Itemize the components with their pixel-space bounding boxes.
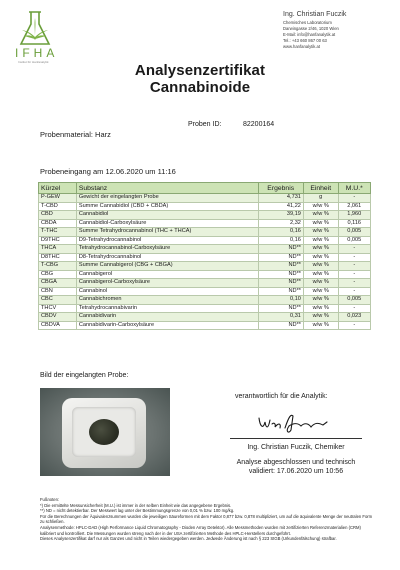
cell-mu: - — [338, 270, 370, 279]
col-header-substanz: Substanz — [76, 183, 258, 194]
cell-ergebnis: ND** — [258, 245, 303, 254]
title-line-1: Analysenzertifikat — [134, 62, 266, 79]
col-header-ergebnis: Ergebnis — [258, 183, 303, 194]
sample-tray — [62, 398, 146, 468]
cell-kuerzel: P-GEW — [39, 194, 77, 203]
cell-einheit: g — [303, 194, 338, 203]
logo-name: IFHA — [15, 46, 59, 60]
footnote: Analysenmethode: HPLC-DAD (High Performance Liquid Chromatography - Dioden Array Detektor). Alle Messmethoden wurden mit zertifizierten Referenzmaterialien (CRM) kalibriert und kontrolliert. Die Messungen wurden streng nach der in der USA zertifizierten Methode des HPLC-Herstellers durchgeführt. — [40, 524, 361, 536]
table-row — [39, 270, 371, 279]
cell-einheit: w/w % — [303, 236, 338, 245]
col-header-einheit: Einheit — [303, 183, 338, 194]
cell-mu: 0,005 — [338, 236, 370, 245]
cell-mu: - — [338, 321, 370, 330]
logo-tagline: Institut für Hanfanalytik — [18, 60, 49, 64]
cell-mu: - — [338, 194, 370, 203]
cell-einheit: w/w % — [303, 296, 338, 305]
cell-einheit: w/w % — [303, 219, 338, 228]
table-row — [39, 287, 371, 296]
lab-line: E-Mail: info@hanfanalytik.at — [283, 32, 336, 37]
table-row — [39, 245, 371, 254]
cell-ergebnis: ND** — [258, 270, 303, 279]
validation-line-1: Analyse abgeschlossen und technisch — [236, 459, 356, 466]
probe-material: Probenmaterial: Harz — [40, 130, 111, 139]
table-row — [39, 304, 371, 313]
lab-address-block — [283, 10, 346, 50]
cell-einheit: w/w % — [303, 279, 338, 288]
cell-mu: - — [338, 262, 370, 271]
cell-ergebnis: 0,31 — [258, 313, 303, 322]
cell-substanz: Cannabidiol — [76, 211, 258, 220]
cell-mu: 0,116 — [338, 219, 370, 228]
table-header-row — [39, 183, 371, 194]
cell-substanz: Cannabigerol-Carboxylsäure — [76, 279, 258, 288]
cell-substanz: D9-Tetrahydrocannabinol — [76, 236, 258, 245]
cell-einheit: w/w % — [303, 304, 338, 313]
cell-einheit: w/w % — [303, 253, 338, 262]
resin-sample — [89, 419, 119, 445]
sample-image-label: Bild der eingelangten Probe: — [40, 372, 129, 379]
cell-ergebnis: 0,10 — [258, 296, 303, 305]
cell-einheit: w/w % — [303, 321, 338, 330]
table-row — [39, 194, 371, 203]
cell-mu: 0,023 — [338, 313, 370, 322]
table-row — [39, 211, 371, 220]
cell-substanz: Cannabidivarin — [76, 313, 258, 322]
cell-substanz: Summe Tetrahydrocannabinol (THC + THCA) — [76, 228, 258, 237]
cell-substanz: Gewicht der eingelangten Probe — [76, 194, 258, 203]
document-title — [0, 62, 400, 96]
table-row — [39, 202, 371, 211]
table-row — [39, 296, 371, 305]
flask-leaf-logo-icon — [12, 8, 58, 48]
cell-ergebnis: ND** — [258, 304, 303, 313]
title-line-2: Cannabinoide — [149, 79, 251, 96]
cell-einheit: w/w % — [303, 202, 338, 211]
lab-line: www.hanfanalytik.at — [283, 44, 321, 49]
cell-einheit: w/w % — [303, 270, 338, 279]
cell-ergebnis: 41,22 — [258, 202, 303, 211]
cell-mu: 2,061 — [338, 202, 370, 211]
cell-mu: - — [338, 287, 370, 296]
cell-kuerzel: CBD — [39, 211, 77, 220]
cell-mu: - — [338, 253, 370, 262]
cell-ergebnis: 0,16 — [258, 228, 303, 237]
cell-ergebnis: ND** — [258, 262, 303, 271]
cell-kuerzel: CBC — [39, 296, 77, 305]
cell-mu: 0,005 — [338, 296, 370, 305]
signature-line — [230, 438, 362, 439]
cell-kuerzel: THCV — [39, 304, 77, 313]
table-body — [39, 194, 371, 330]
probe-eingang: Probeneingang am 12.06.2020 um 11:16 — [40, 167, 176, 176]
cell-ergebnis: ND** — [258, 279, 303, 288]
cell-einheit: w/w % — [303, 313, 338, 322]
col-header-kuerzel: Kürzel — [39, 183, 77, 194]
cell-substanz: Summe Cannabigerol (CBG + CBGA) — [76, 262, 258, 271]
cell-mu: 0,005 — [338, 228, 370, 237]
probe-id-value: 82200164 — [243, 121, 275, 128]
company-logo — [12, 8, 92, 64]
cell-ergebnis: 39,19 — [258, 211, 303, 220]
cell-kuerzel: D9THC — [39, 236, 77, 245]
cell-substanz: Cannabidiol-Carboxylsäure — [76, 219, 258, 228]
validation-note — [225, 458, 367, 476]
responsible-label: verantwortlich für die Analytik: — [235, 393, 328, 400]
cell-einheit: w/w % — [303, 287, 338, 296]
cell-ergebnis: 4,731 — [258, 194, 303, 203]
footnote: Für die Berechnungen der Äquivalenzsummen wurden die jeweiligen Säureformen mit dem Faktor 0,877 bzw. 0,878 multipliziert, um auf die äquivalente Menge der neutralen Form zu schließen. — [40, 513, 373, 525]
table-row — [39, 253, 371, 262]
table-row — [39, 228, 371, 237]
cell-kuerzel: CBDVA — [39, 321, 77, 330]
cell-ergebnis: ND** — [258, 287, 303, 296]
cell-substanz: Tetrahydrocannabinol-Carboxylsäure — [76, 245, 258, 254]
cell-kuerzel: CBG — [39, 270, 77, 279]
cell-ergebnis: 2,32 — [258, 219, 303, 228]
cell-substanz: Cannabichromen — [76, 296, 258, 305]
lab-line: Chemisches Laboratorium — [283, 20, 332, 25]
cell-substanz: D8-Tetrahydrocannabinol — [76, 253, 258, 262]
cell-kuerzel: CBN — [39, 287, 77, 296]
cell-mu: - — [338, 245, 370, 254]
lab-line: Tel.: +43 660 867 00 63 — [283, 38, 327, 43]
cell-ergebnis: 0,16 — [258, 236, 303, 245]
cell-mu: 1,960 — [338, 211, 370, 220]
footnote: Dieses Analysenzertifikat darf nur als Ganzes und nicht in Teilen wiedergegeben werden. Jedwede Änderung ist nach § 223 StGB (Urkundenfälschung) strafbar. — [40, 536, 337, 542]
handwritten-signature — [255, 408, 335, 438]
cell-kuerzel: D8THC — [39, 253, 77, 262]
footnote-heading: Fußnoten: — [40, 497, 60, 502]
results-table — [38, 182, 371, 330]
cell-einheit: w/w % — [303, 228, 338, 237]
table-row — [39, 321, 371, 330]
cell-substanz: Tetrahydrocannabivarin — [76, 304, 258, 313]
cell-substanz: Cannabinol — [76, 287, 258, 296]
table-row — [39, 279, 371, 288]
sample-photo — [40, 388, 170, 476]
cell-kuerzel: T-CBG — [39, 262, 77, 271]
cell-ergebnis: ND** — [258, 253, 303, 262]
col-header-mu: M.U.* — [338, 183, 370, 194]
footnote: **) ND = nicht detektierbar. Der Messwert lag unter der Bestimmungsgrenze von 0,01 % bzw. 100 mg/kg. — [40, 508, 235, 514]
cell-kuerzel: CBDA — [39, 219, 77, 228]
cell-einheit: w/w % — [303, 262, 338, 271]
table-row — [39, 236, 371, 245]
cell-kuerzel: T-THC — [39, 228, 77, 237]
footnote: *) Die ermittelte Messunsicherheit (M.U.) ist immer in der selben Einheit wie das angegebene Ergebnis. — [40, 502, 232, 508]
lab-line: Darwingasse 2/46, 1020 Wien — [283, 26, 339, 31]
table-row — [39, 262, 371, 271]
probe-id-label: Proben ID: — [188, 121, 222, 128]
cell-substanz: Cannabigerol — [76, 270, 258, 279]
cell-mu: - — [338, 304, 370, 313]
cell-kuerzel: CBGA — [39, 279, 77, 288]
cell-ergebnis: ND** — [258, 321, 303, 330]
chemist-name: Ing. Christian Fuczik, Chemiker — [247, 444, 345, 451]
lab-name: Ing. Christian Fuczik — [283, 11, 347, 18]
validation-line-2: validiert: 17.06.2020 um 10:56 — [248, 468, 344, 475]
table-row — [39, 219, 371, 228]
cell-einheit: w/w % — [303, 245, 338, 254]
cell-einheit: w/w % — [303, 211, 338, 220]
cell-mu: - — [338, 279, 370, 288]
footnotes — [40, 497, 375, 542]
cell-kuerzel: CBDV — [39, 313, 77, 322]
table-row — [39, 313, 371, 322]
cell-substanz: Cannabidivarin-Carboxylsäure — [76, 321, 258, 330]
cell-kuerzel: THCA — [39, 245, 77, 254]
cell-substanz: Summe Cannabidiol (CBD + CBDA) — [76, 202, 258, 211]
cell-kuerzel: T-CBD — [39, 202, 77, 211]
